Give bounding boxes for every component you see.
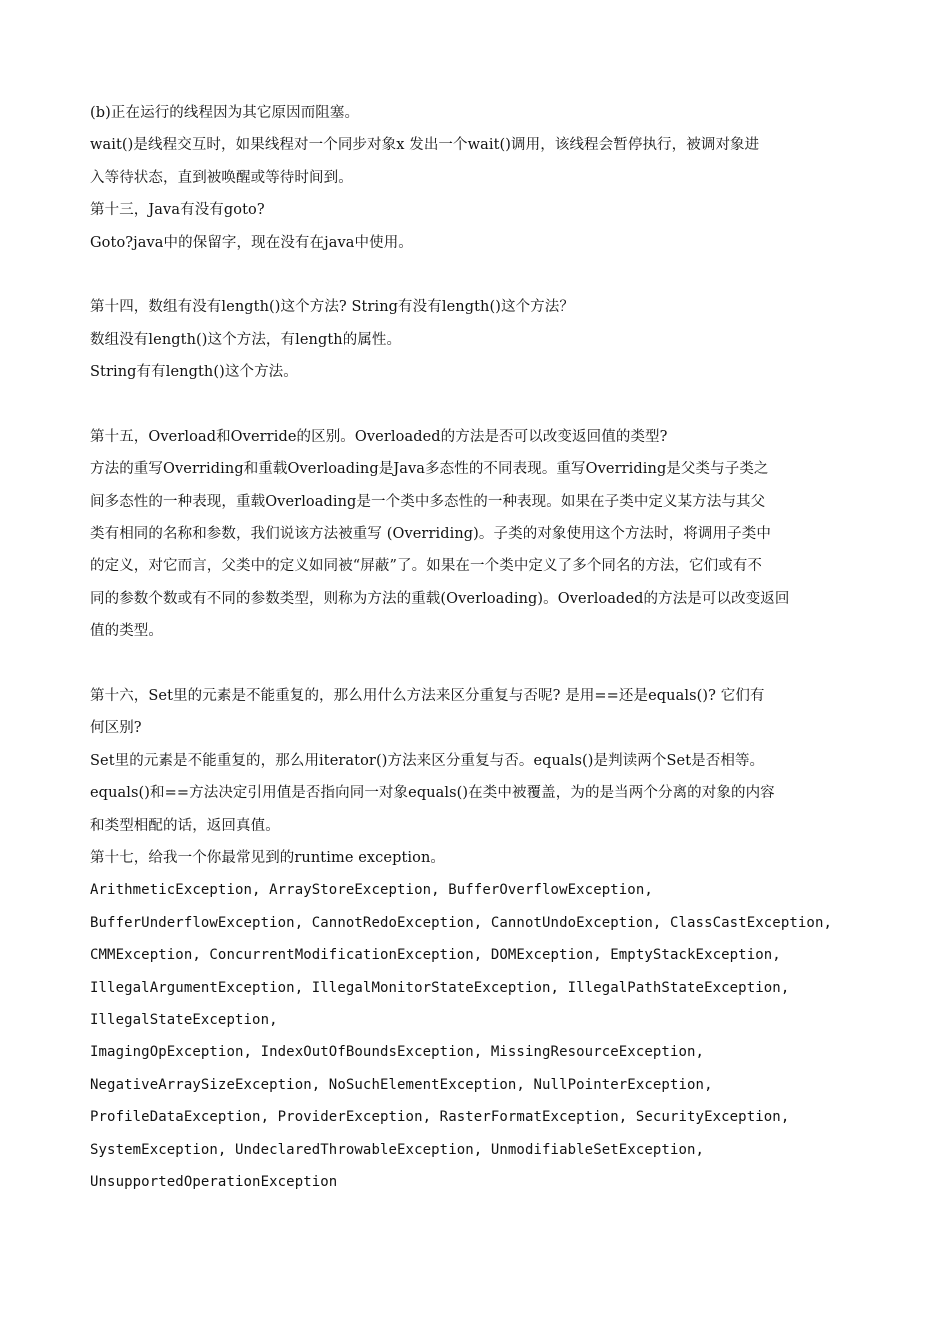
text-line: equals()和==方法决定引用值是否指向同一对象equals()在类中被覆盖，为的是当两个分离的对象的内容 <box>90 785 775 802</box>
blank-line <box>90 648 865 680</box>
section-heading-17: 第十七，给我一个你最常见到的runtime exception。 <box>90 849 445 866</box>
exception-list-line: ProfileDataException, ProviderException, RasterFormatException, SecurityException, <box>90 1109 790 1126</box>
document-page <box>90 97 865 1198</box>
text-line: 方法的重写Overriding和重载Overloading是Java多态性的不同表现。重写Overriding是父类与子类之 <box>90 461 769 478</box>
text-line: 值的类型。 <box>90 623 163 640</box>
text-line: 同的参数个数或有不同的参数类型，则称为方法的重载(Overloading)。Overloaded的方法是可以改变返回 <box>90 590 790 607</box>
exception-list-line: SystemException, UndeclaredThrowableException, UnmodifiableSetException, <box>90 1141 705 1158</box>
text-line: wait()是线程交互时，如果线程对一个同步对象x 发出一个wait()调用，该线程会暂停执行，被调对象进 <box>90 137 760 154</box>
exception-list-line: NegativeArraySizeException, NoSuchElementException, NullPointerException, <box>90 1076 713 1093</box>
text-line: 类有相同的名称和参数，我们说该方法被重写 (Overriding)。子类的对象使用这个方法时，将调用子类中 <box>90 526 771 543</box>
section-heading-16: 第十六，Set里的元素是不能重复的，那么用什么方法来区分重复与否呢? 是用==还是equals()? 它们有 <box>90 688 765 705</box>
section-heading-13: 第十三，Java有没有goto? <box>90 202 265 219</box>
exception-list-line: UnsupportedOperationException <box>90 1173 338 1190</box>
section-heading-15: 第十五，Overload和Override的区别。Overloaded的方法是否可以改变返回值的类型? <box>90 428 668 445</box>
exception-list-line: CMMException, ConcurrentModificationException, DOMException, EmptyStackException, <box>90 947 781 964</box>
text-line: 何区别? <box>90 720 142 737</box>
exception-list-line: ImagingOpException, IndexOutOfBoundsException, MissingResourceException, <box>90 1044 705 1061</box>
text-line: Set里的元素是不能重复的，那么用iterator()方法来区分重复与否。equals()是判读两个Set是否相等。 <box>90 752 765 769</box>
exception-list-line: IllegalArgumentException, IllegalMonitorStateException, IllegalPathStateException, <box>90 979 790 996</box>
text-line: 入等待状态，直到被唤醒或等待时间到。 <box>90 169 353 186</box>
text-line: 数组没有length()这个方法，有length的属性。 <box>90 331 402 348</box>
text-line: 间多态性的一种表现，重载Overloading是一个类中多态性的一种表现。如果在子类中定义某方法与其父 <box>90 493 766 510</box>
text-line: (b)正在运行的线程因为其它原因而阻塞。 <box>90 105 360 121</box>
section-heading-14: 第十四，数组有没有length()这个方法? String有没有length()这个方法？ <box>90 299 574 316</box>
blank-line <box>90 389 865 421</box>
exception-list-line: IllegalStateException, <box>90 1011 278 1028</box>
text-line: 的定义，对它而言，父类中的定义如同被“屏蔽”了。如果在一个类中定义了多个同名的方法，它们或有不 <box>90 558 763 575</box>
exception-list-line: ArithmeticException, ArrayStoreException, BufferOverflowException, <box>90 882 653 899</box>
text-line: 和类型相配的话，返回真值。 <box>90 817 280 834</box>
exception-list-line: BufferUnderflowException, CannotRedoException, CannotUndoException, ClassCastException, <box>90 914 832 931</box>
blank-line <box>90 259 865 291</box>
text-line: Goto?java中的保留字，现在没有在java中使用。 <box>90 234 413 251</box>
text-line: String有有length()这个方法。 <box>90 364 298 381</box>
